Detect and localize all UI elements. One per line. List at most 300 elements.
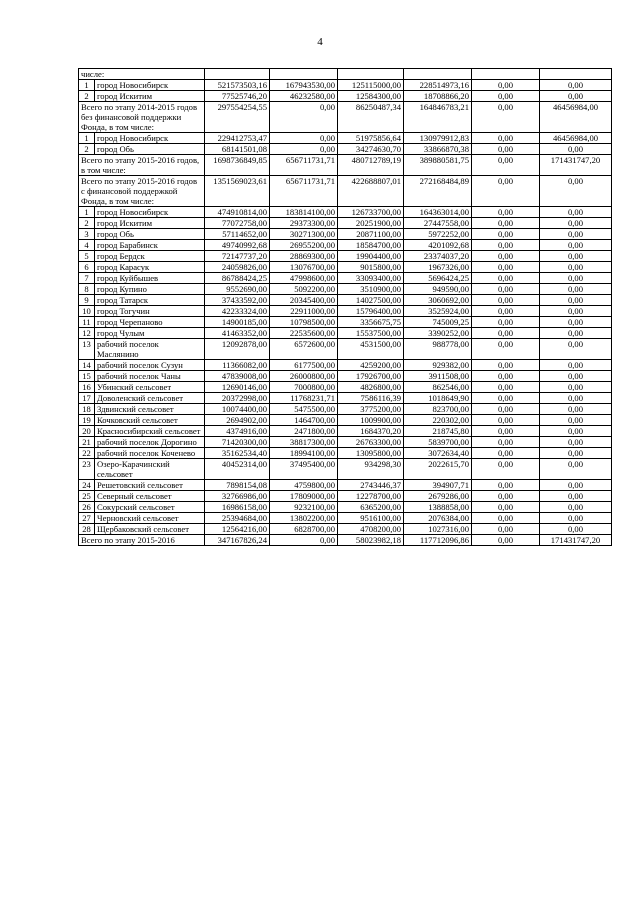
value-cell: 0,00: [472, 426, 540, 437]
table-row: [79, 80, 612, 91]
value-cell: 22535600,00: [270, 328, 338, 339]
row-number: 7: [79, 273, 95, 284]
value-cell: 6572600,00: [270, 339, 338, 360]
value-cell: 0,00: [472, 339, 540, 360]
value-cell: 1388858,00: [404, 502, 472, 513]
value-cell: 11768231,71: [270, 393, 338, 404]
table-row: [79, 251, 612, 262]
value-cell: 2076384,00: [404, 513, 472, 524]
value-cell: 7586116,39: [338, 393, 404, 404]
row-label: город Купино: [95, 284, 205, 295]
value-cell: 126733700,00: [338, 207, 404, 218]
value-cell: 0,00: [472, 393, 540, 404]
value-cell: 18584700,00: [338, 240, 404, 251]
table-row: [79, 448, 612, 459]
table-row: [79, 524, 612, 535]
row-label: город Бердск: [95, 251, 205, 262]
row-number: 10: [79, 306, 95, 317]
value-cell: 46232580,00: [270, 91, 338, 102]
value-cell: 7000800,00: [270, 382, 338, 393]
value-cell: 183814100,00: [270, 207, 338, 218]
value-cell: 1698736849,85: [205, 155, 270, 176]
value-cell: 9232100,00: [270, 502, 338, 513]
value-cell: 13076700,00: [270, 262, 338, 273]
value-cell: 4201092,68: [404, 240, 472, 251]
value-cell: 0,00: [540, 328, 612, 339]
value-cell: 41463352,00: [205, 328, 270, 339]
value-cell: 15796400,00: [338, 306, 404, 317]
value-cell: 0,00: [540, 502, 612, 513]
value-cell: 389880581,75: [404, 155, 472, 176]
value-cell: 0,00: [540, 371, 612, 382]
row-label: город Обь: [95, 229, 205, 240]
value-cell: 1018649,90: [404, 393, 472, 404]
value-cell: 14027500,00: [338, 295, 404, 306]
value-cell: 218745,80: [404, 426, 472, 437]
value-cell: 474910814,00: [205, 207, 270, 218]
value-cell: 0,00: [540, 218, 612, 229]
table-row: [79, 513, 612, 524]
value-cell: 0,00: [540, 480, 612, 491]
value-cell: 823700,00: [404, 404, 472, 415]
table-row: [79, 155, 612, 176]
table-row: [79, 284, 612, 295]
value-cell: 26955200,00: [270, 240, 338, 251]
row-number: 14: [79, 360, 95, 371]
value-cell: 0,00: [472, 535, 540, 546]
row-number: 5: [79, 251, 95, 262]
value-cell: 0,00: [540, 513, 612, 524]
value-cell: 929382,00: [404, 360, 472, 371]
value-cell: [404, 69, 472, 80]
value-cell: 3072634,40: [404, 448, 472, 459]
row-number: 4: [79, 240, 95, 251]
value-cell: 0,00: [472, 371, 540, 382]
value-cell: 130979912,83: [404, 133, 472, 144]
value-cell: 2471800,00: [270, 426, 338, 437]
value-cell: 30271300,00: [270, 229, 338, 240]
row-number: 6: [79, 262, 95, 273]
value-cell: 5972252,00: [404, 229, 472, 240]
value-cell: 0,00: [472, 218, 540, 229]
value-cell: 164363014,00: [404, 207, 472, 218]
value-cell: 51975856,64: [338, 133, 404, 144]
value-cell: 37495400,00: [270, 459, 338, 480]
row-number: 15: [79, 371, 95, 382]
row-label: город Обь: [95, 144, 205, 155]
value-cell: [472, 69, 540, 80]
row-number: 12: [79, 328, 95, 339]
value-cell: 0,00: [540, 306, 612, 317]
value-cell: 12092878,00: [205, 339, 270, 360]
row-label: Всего по этапу 2015-2016: [79, 535, 205, 546]
table-row: [79, 328, 612, 339]
row-number: 1: [79, 207, 95, 218]
value-cell: 2743446,37: [338, 480, 404, 491]
table-row: [79, 426, 612, 437]
table-row: [79, 459, 612, 480]
value-cell: 4531500,00: [338, 339, 404, 360]
value-cell: 0,00: [472, 273, 540, 284]
value-cell: 6177500,00: [270, 360, 338, 371]
value-cell: 480712789,19: [338, 155, 404, 176]
row-label: Кочковский сельсовет: [95, 415, 205, 426]
row-label: Озеро-Карачинский сельсовет: [95, 459, 205, 480]
table-row: [79, 404, 612, 415]
value-cell: 0,00: [472, 502, 540, 513]
value-cell: 347167826,24: [205, 535, 270, 546]
value-cell: 949590,00: [404, 284, 472, 295]
row-number: 9: [79, 295, 95, 306]
value-cell: 272168484,89: [404, 176, 472, 207]
value-cell: 0,00: [270, 102, 338, 133]
value-cell: 220302,00: [404, 415, 472, 426]
row-label: город Новосибирск: [95, 133, 205, 144]
row-label: город Черепаново: [95, 317, 205, 328]
value-cell: 0,00: [472, 448, 540, 459]
table-row: [79, 91, 612, 102]
row-label: Всего по этапу 2015-2016 годов, в том числе:: [79, 155, 205, 176]
value-cell: 521573503,16: [205, 80, 270, 91]
value-cell: 0,00: [540, 426, 612, 437]
table-row: [79, 437, 612, 448]
row-number: 27: [79, 513, 95, 524]
value-cell: 68141501,08: [205, 144, 270, 155]
row-label: рабочий поселок Сузун: [95, 360, 205, 371]
row-number: 19: [79, 415, 95, 426]
row-number: 17: [79, 393, 95, 404]
value-cell: 862546,00: [404, 382, 472, 393]
value-cell: 17926700,00: [338, 371, 404, 382]
value-cell: 0,00: [540, 284, 612, 295]
value-cell: 32766986,00: [205, 491, 270, 502]
value-cell: 38817300,00: [270, 437, 338, 448]
value-cell: 18994100,00: [270, 448, 338, 459]
value-cell: 27447558,00: [404, 218, 472, 229]
row-label: рабочий поселок Дорогино: [95, 437, 205, 448]
value-cell: 9552690,00: [205, 284, 270, 295]
row-number: 26: [79, 502, 95, 513]
value-cell: 0,00: [472, 207, 540, 218]
table-row: [79, 306, 612, 317]
value-cell: 0,00: [472, 480, 540, 491]
value-cell: 15537500,00: [338, 328, 404, 339]
value-cell: 0,00: [540, 437, 612, 448]
value-cell: 9516100,00: [338, 513, 404, 524]
value-cell: 35162534,40: [205, 448, 270, 459]
value-cell: 0,00: [472, 317, 540, 328]
value-cell: 58023982,18: [338, 535, 404, 546]
value-cell: 117712096,86: [404, 535, 472, 546]
value-cell: 3510900,00: [338, 284, 404, 295]
value-cell: [338, 69, 404, 80]
value-cell: 1351569023,61: [205, 176, 270, 207]
value-cell: 988778,00: [404, 339, 472, 360]
row-label: город Искитим: [95, 218, 205, 229]
value-cell: 26763300,00: [338, 437, 404, 448]
row-label: Щербаковский сельсовет: [95, 524, 205, 535]
value-cell: 3390252,00: [404, 328, 472, 339]
value-cell: 0,00: [472, 144, 540, 155]
value-cell: 16986158,00: [205, 502, 270, 513]
value-cell: 47998600,00: [270, 273, 338, 284]
value-cell: 0,00: [270, 133, 338, 144]
value-cell: 5839700,00: [404, 437, 472, 448]
value-cell: 394907,71: [404, 480, 472, 491]
value-cell: 46456984,00: [540, 102, 612, 133]
value-cell: 0,00: [472, 80, 540, 91]
value-cell: 0,00: [472, 328, 540, 339]
table-row: [79, 371, 612, 382]
row-label: Доволенский сельсовет: [95, 393, 205, 404]
value-cell: 0,00: [540, 295, 612, 306]
row-number: 23: [79, 459, 95, 480]
table-row: [79, 502, 612, 513]
value-cell: 4708200,00: [338, 524, 404, 535]
value-cell: 0,00: [472, 240, 540, 251]
table-row: [79, 360, 612, 371]
value-cell: 0,00: [472, 513, 540, 524]
value-cell: 0,00: [270, 144, 338, 155]
value-cell: 5092200,00: [270, 284, 338, 295]
value-cell: 0,00: [540, 80, 612, 91]
value-cell: 0,00: [540, 262, 612, 273]
value-cell: 297554254,55: [205, 102, 270, 133]
value-cell: 0,00: [472, 306, 540, 317]
table-row: [79, 535, 612, 546]
value-cell: 86250487,34: [338, 102, 404, 133]
table-row: [79, 218, 612, 229]
value-cell: 86788424,25: [205, 273, 270, 284]
value-cell: 5475500,00: [270, 404, 338, 415]
value-cell: 49740992,68: [205, 240, 270, 251]
row-label: Северный сельсовет: [95, 491, 205, 502]
value-cell: 14900185,00: [205, 317, 270, 328]
value-cell: 10074400,00: [205, 404, 270, 415]
row-number: 16: [79, 382, 95, 393]
value-cell: 0,00: [472, 91, 540, 102]
row-label: рабочий поселок Чаны: [95, 371, 205, 382]
value-cell: 0,00: [472, 524, 540, 535]
value-cell: 1967326,00: [404, 262, 472, 273]
table-row: [79, 382, 612, 393]
value-cell: 0,00: [540, 176, 612, 207]
value-cell: [270, 69, 338, 80]
value-cell: 42233324,00: [205, 306, 270, 317]
value-cell: 12690146,00: [205, 382, 270, 393]
value-cell: 28869300,00: [270, 251, 338, 262]
value-cell: 6828700,00: [270, 524, 338, 535]
value-cell: 0,00: [540, 339, 612, 360]
row-number: 18: [79, 404, 95, 415]
table-row: [79, 317, 612, 328]
value-cell: 656711731,71: [270, 155, 338, 176]
value-cell: 0,00: [270, 535, 338, 546]
value-cell: 46456984,00: [540, 133, 612, 144]
table-row: [79, 262, 612, 273]
row-label: город Куйбышев: [95, 273, 205, 284]
row-label: город Барабинск: [95, 240, 205, 251]
row-number: 3: [79, 229, 95, 240]
value-cell: 0,00: [472, 284, 540, 295]
row-label: Здвинский сельсовет: [95, 404, 205, 415]
value-cell: 1684370,20: [338, 426, 404, 437]
value-cell: 7898154,08: [205, 480, 270, 491]
table-row: [79, 393, 612, 404]
value-cell: 12564216,00: [205, 524, 270, 535]
row-label: Сокурский сельсовет: [95, 502, 205, 513]
value-cell: 4826800,00: [338, 382, 404, 393]
table-row: [79, 133, 612, 144]
value-cell: 0,00: [472, 360, 540, 371]
table-row: [79, 339, 612, 360]
value-cell: 34274630,70: [338, 144, 404, 155]
row-number: 22: [79, 448, 95, 459]
table-row: [79, 295, 612, 306]
value-cell: 37433592,00: [205, 295, 270, 306]
table-body: [79, 69, 612, 546]
value-cell: 57114652,00: [205, 229, 270, 240]
value-cell: 71420300,00: [205, 437, 270, 448]
table-row: [79, 273, 612, 284]
row-label: рабочий поселок Маслянино: [95, 339, 205, 360]
value-cell: 0,00: [540, 448, 612, 459]
value-cell: 0,00: [472, 229, 540, 240]
row-label: Решетовский сельсовет: [95, 480, 205, 491]
table-row: [79, 240, 612, 251]
value-cell: 0,00: [472, 133, 540, 144]
value-cell: 167943530,00: [270, 80, 338, 91]
value-cell: 33866870,38: [404, 144, 472, 155]
value-cell: 4759800,00: [270, 480, 338, 491]
value-cell: 0,00: [472, 176, 540, 207]
row-label: числе:: [79, 69, 205, 80]
value-cell: 0,00: [540, 404, 612, 415]
value-cell: 1027316,00: [404, 524, 472, 535]
value-cell: 0,00: [540, 273, 612, 284]
value-cell: 0,00: [540, 360, 612, 371]
value-cell: 4374916,00: [205, 426, 270, 437]
value-cell: 0,00: [540, 144, 612, 155]
value-cell: 6365200,00: [338, 502, 404, 513]
row-label: Черновский сельсовет: [95, 513, 205, 524]
row-label: город Татарск: [95, 295, 205, 306]
table-row: [79, 491, 612, 502]
value-cell: 0,00: [472, 102, 540, 133]
value-cell: 1464700,00: [270, 415, 338, 426]
row-number: 21: [79, 437, 95, 448]
row-label: город Искитим: [95, 91, 205, 102]
table-row: [79, 144, 612, 155]
table-row: [79, 229, 612, 240]
value-cell: 0,00: [540, 91, 612, 102]
value-cell: 0,00: [472, 415, 540, 426]
value-cell: 77525746,20: [205, 91, 270, 102]
value-cell: 17809000,00: [270, 491, 338, 502]
value-cell: 9015800,00: [338, 262, 404, 273]
value-cell: 47839008,00: [205, 371, 270, 382]
value-cell: 12278700,00: [338, 491, 404, 502]
value-cell: 2022615,70: [404, 459, 472, 480]
value-cell: 3525924,00: [404, 306, 472, 317]
value-cell: 0,00: [472, 491, 540, 502]
value-cell: 934298,30: [338, 459, 404, 480]
value-cell: 0,00: [472, 295, 540, 306]
value-cell: 12584300,00: [338, 91, 404, 102]
value-cell: 0,00: [540, 491, 612, 502]
row-number: 1: [79, 80, 95, 91]
value-cell: 0,00: [472, 404, 540, 415]
value-cell: 0,00: [540, 415, 612, 426]
value-cell: 229412753,47: [205, 133, 270, 144]
value-cell: 0,00: [540, 459, 612, 480]
value-cell: 18708866,20: [404, 91, 472, 102]
value-cell: 0,00: [472, 437, 540, 448]
value-cell: 0,00: [540, 393, 612, 404]
value-cell: 164846783,21: [404, 102, 472, 133]
value-cell: 0,00: [472, 251, 540, 262]
value-cell: 40452314,00: [205, 459, 270, 480]
value-cell: 3911508,00: [404, 371, 472, 382]
value-cell: [205, 69, 270, 80]
value-cell: 1009900,00: [338, 415, 404, 426]
table-row: [79, 415, 612, 426]
value-cell: 0,00: [540, 524, 612, 535]
row-number: 2: [79, 218, 95, 229]
value-cell: 0,00: [540, 240, 612, 251]
value-cell: 3775200,00: [338, 404, 404, 415]
row-label: город Чулым: [95, 328, 205, 339]
value-cell: 13802200,00: [270, 513, 338, 524]
value-cell: 26000800,00: [270, 371, 338, 382]
value-cell: 2694902,00: [205, 415, 270, 426]
value-cell: 125115000,00: [338, 80, 404, 91]
value-cell: 0,00: [472, 262, 540, 273]
row-label: город Карасук: [95, 262, 205, 273]
row-label: Всего по этапу 2014-2015 годов без финансовой поддержки Фонда, в том числе:: [79, 102, 205, 133]
table-row: [79, 176, 612, 207]
value-cell: 171431747,20: [540, 535, 612, 546]
table-row: [79, 69, 612, 80]
value-cell: 422688807,01: [338, 176, 404, 207]
page-number: 4: [317, 36, 323, 48]
row-number: 1: [79, 133, 95, 144]
row-label: город Новосибирск: [95, 80, 205, 91]
data-table: [78, 68, 612, 546]
row-label: город Новосибирск: [95, 207, 205, 218]
value-cell: 171431747,20: [540, 155, 612, 176]
row-number: 24: [79, 480, 95, 491]
value-cell: 20345400,00: [270, 295, 338, 306]
row-label: рабочий поселок Коченево: [95, 448, 205, 459]
row-label: город Тогучин: [95, 306, 205, 317]
value-cell: 20372998,00: [205, 393, 270, 404]
table-row: [79, 480, 612, 491]
row-number: 2: [79, 144, 95, 155]
value-cell: 2679286,00: [404, 491, 472, 502]
value-cell: 228514973,16: [404, 80, 472, 91]
value-cell: 20871100,00: [338, 229, 404, 240]
row-number: 13: [79, 339, 95, 360]
row-number: 8: [79, 284, 95, 295]
value-cell: 11366082,00: [205, 360, 270, 371]
value-cell: 19904400,00: [338, 251, 404, 262]
value-cell: 0,00: [540, 207, 612, 218]
table-row: [79, 102, 612, 133]
value-cell: 0,00: [472, 155, 540, 176]
value-cell: 24059826,00: [205, 262, 270, 273]
value-cell: 22911000,00: [270, 306, 338, 317]
